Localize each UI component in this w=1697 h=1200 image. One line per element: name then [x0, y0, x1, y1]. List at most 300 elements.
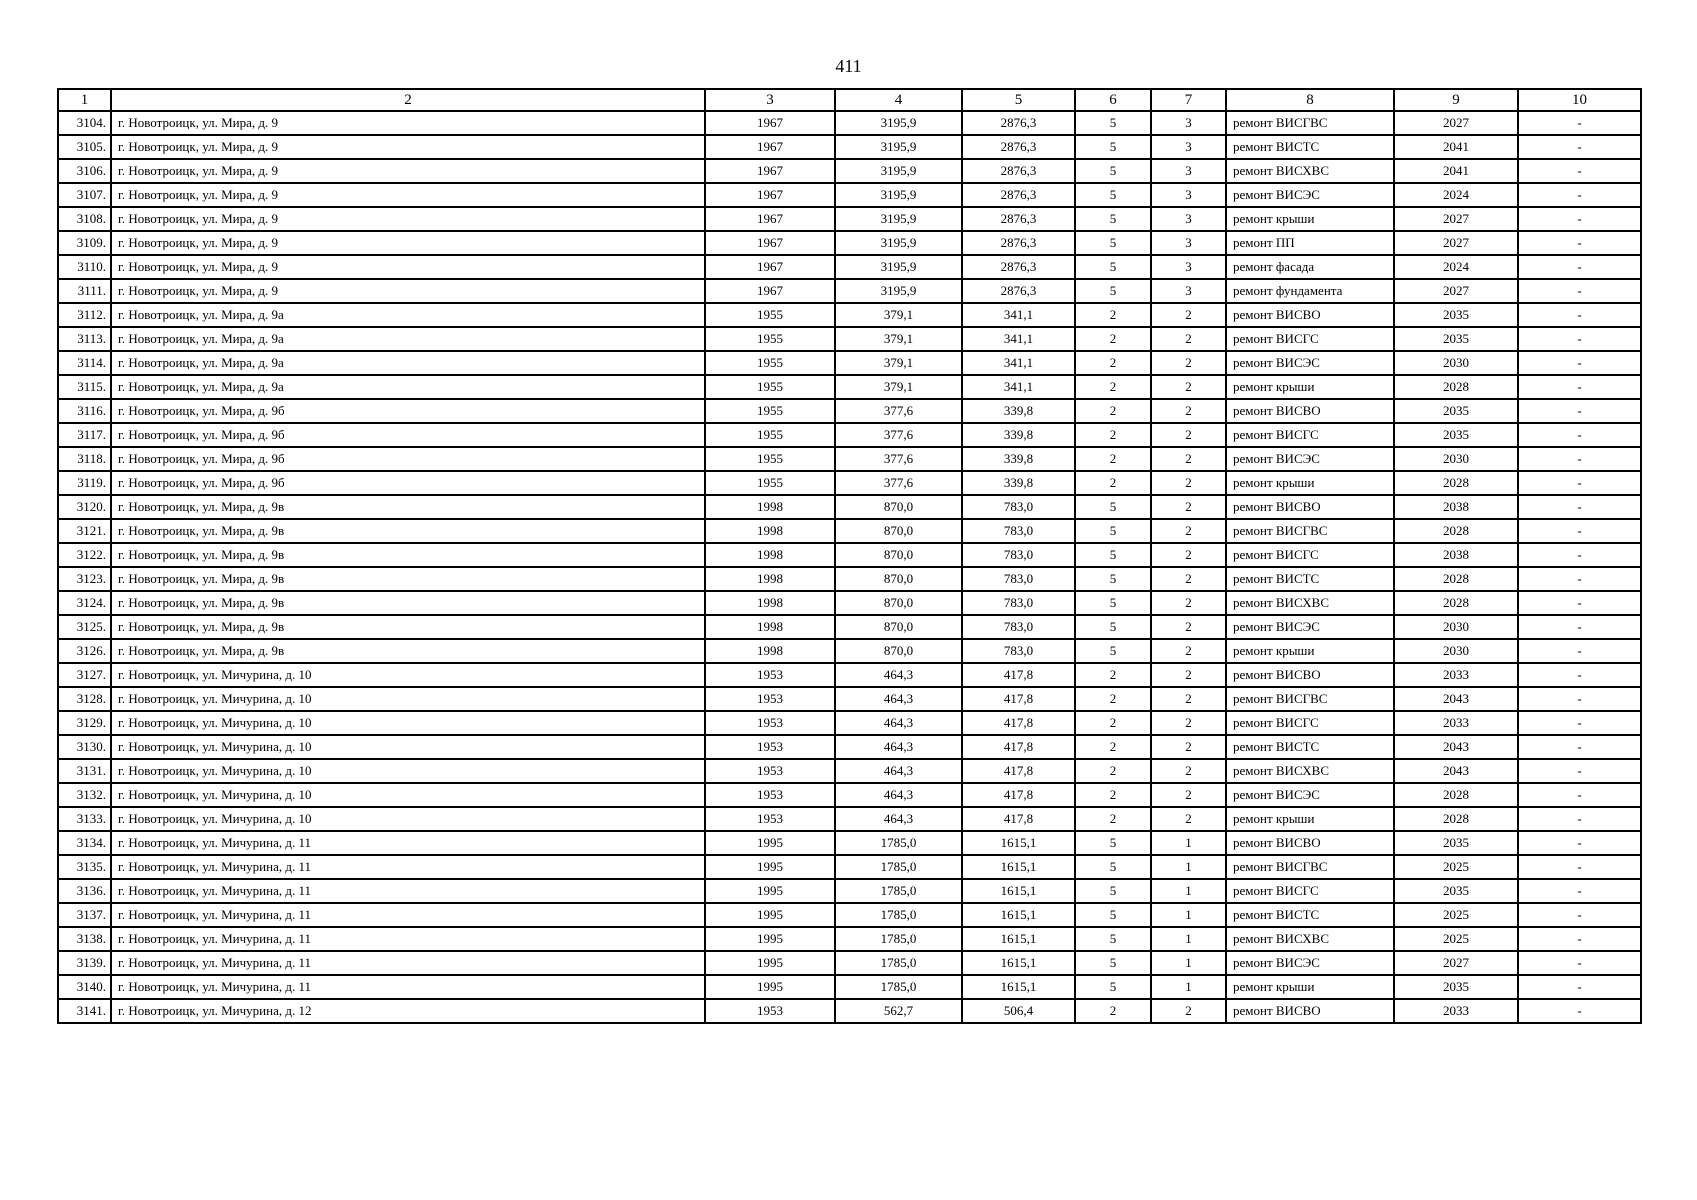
entrances-cell: 2 — [1151, 759, 1226, 783]
living-area-cell: 417,8 — [962, 711, 1075, 735]
floors-cell: 5 — [1075, 543, 1151, 567]
note-cell: - — [1518, 927, 1641, 951]
work-type-cell: ремонт ВИСХВС — [1226, 759, 1394, 783]
address-cell: г. Новотроицк, ул. Мичурина, д. 11 — [111, 831, 705, 855]
table-row — [58, 591, 1641, 615]
row-number-cell: 3108. — [58, 207, 111, 231]
planned-year-cell: 2027 — [1394, 207, 1518, 231]
total-area-cell: 870,0 — [835, 567, 962, 591]
planned-year-cell: 2024 — [1394, 255, 1518, 279]
address-cell: г. Новотроицк, ул. Мира, д. 9а — [111, 327, 705, 351]
build-year-cell: 1998 — [705, 591, 835, 615]
planned-year-cell: 2027 — [1394, 111, 1518, 135]
floors-cell: 5 — [1075, 855, 1151, 879]
note-cell: - — [1518, 687, 1641, 711]
row-number-cell: 3135. — [58, 855, 111, 879]
row-number-cell: 3119. — [58, 471, 111, 495]
planned-year-cell: 2028 — [1394, 471, 1518, 495]
living-area-cell: 783,0 — [962, 543, 1075, 567]
note-cell: - — [1518, 735, 1641, 759]
build-year-cell: 1955 — [705, 423, 835, 447]
address-cell: г. Новотроицк, ул. Мичурина, д. 10 — [111, 759, 705, 783]
planned-year-cell: 2035 — [1394, 399, 1518, 423]
floors-cell: 5 — [1075, 495, 1151, 519]
page-number: 411 — [835, 56, 862, 76]
total-area-cell: 870,0 — [835, 639, 962, 663]
note-cell: - — [1518, 975, 1641, 999]
living-area-cell: 2876,3 — [962, 207, 1075, 231]
floors-cell: 2 — [1075, 303, 1151, 327]
build-year-cell: 1953 — [705, 807, 835, 831]
living-area-cell: 1615,1 — [962, 927, 1075, 951]
note-cell: - — [1518, 951, 1641, 975]
total-area-cell: 1785,0 — [835, 831, 962, 855]
note-cell: - — [1518, 543, 1641, 567]
row-number-cell: 3127. — [58, 663, 111, 687]
planned-year-cell: 2041 — [1394, 135, 1518, 159]
total-area-cell: 3195,9 — [835, 255, 962, 279]
build-year-cell: 1998 — [705, 543, 835, 567]
work-type-cell: ремонт ВИСЭС — [1226, 951, 1394, 975]
note-cell: - — [1518, 783, 1641, 807]
living-area-cell: 506,4 — [962, 999, 1075, 1023]
total-area-cell: 870,0 — [835, 591, 962, 615]
planned-year-cell: 2027 — [1394, 279, 1518, 303]
work-type-cell: ремонт ВИСГС — [1226, 879, 1394, 903]
entrances-cell: 2 — [1151, 687, 1226, 711]
floors-cell: 2 — [1075, 759, 1151, 783]
address-cell: г. Новотроицк, ул. Мичурина, д. 11 — [111, 903, 705, 927]
floors-cell: 5 — [1075, 159, 1151, 183]
entrances-cell: 2 — [1151, 591, 1226, 615]
row-number-cell: 3106. — [58, 159, 111, 183]
living-area-cell: 339,8 — [962, 399, 1075, 423]
total-area-cell: 464,3 — [835, 663, 962, 687]
entrances-cell: 3 — [1151, 111, 1226, 135]
total-area-cell: 1785,0 — [835, 903, 962, 927]
entrances-cell: 2 — [1151, 327, 1226, 351]
address-cell: г. Новотроицк, ул. Мира, д. 9в — [111, 567, 705, 591]
work-type-cell: ремонт ВИСГВС — [1226, 111, 1394, 135]
row-number-cell: 3104. — [58, 111, 111, 135]
planned-year-cell: 2035 — [1394, 879, 1518, 903]
row-number-cell: 3130. — [58, 735, 111, 759]
column-header: 10 — [1518, 89, 1641, 111]
build-year-cell: 1967 — [705, 207, 835, 231]
entrances-cell: 1 — [1151, 831, 1226, 855]
living-area-cell: 417,8 — [962, 807, 1075, 831]
entrances-cell: 3 — [1151, 135, 1226, 159]
total-area-cell: 1785,0 — [835, 927, 962, 951]
note-cell: - — [1518, 351, 1641, 375]
build-year-cell: 1953 — [705, 687, 835, 711]
note-cell: - — [1518, 999, 1641, 1023]
planned-year-cell: 2041 — [1394, 159, 1518, 183]
floors-cell: 5 — [1075, 591, 1151, 615]
row-number-cell: 3139. — [58, 951, 111, 975]
entrances-cell: 2 — [1151, 663, 1226, 687]
floors-cell: 2 — [1075, 999, 1151, 1023]
address-cell: г. Новотроицк, ул. Мира, д. 9в — [111, 639, 705, 663]
column-number-row — [58, 89, 1641, 111]
row-number-cell: 3120. — [58, 495, 111, 519]
build-year-cell: 1955 — [705, 303, 835, 327]
floors-cell: 5 — [1075, 951, 1151, 975]
address-cell: г. Новотроицк, ул. Мичурина, д. 11 — [111, 879, 705, 903]
table-row — [58, 399, 1641, 423]
build-year-cell: 1953 — [705, 759, 835, 783]
total-area-cell: 870,0 — [835, 615, 962, 639]
address-cell: г. Новотроицк, ул. Мира, д. 9 — [111, 279, 705, 303]
build-year-cell: 1953 — [705, 999, 835, 1023]
living-area-cell: 2876,3 — [962, 231, 1075, 255]
total-area-cell: 1785,0 — [835, 951, 962, 975]
build-year-cell: 1998 — [705, 567, 835, 591]
total-area-cell: 464,3 — [835, 735, 962, 759]
work-type-cell: ремонт крыши — [1226, 375, 1394, 399]
row-number-cell: 3113. — [58, 327, 111, 351]
table-row — [58, 879, 1641, 903]
table-row — [58, 543, 1641, 567]
note-cell: - — [1518, 375, 1641, 399]
total-area-cell: 1785,0 — [835, 879, 962, 903]
entrances-cell: 1 — [1151, 879, 1226, 903]
living-area-cell: 417,8 — [962, 663, 1075, 687]
entrances-cell: 3 — [1151, 231, 1226, 255]
planned-year-cell: 2038 — [1394, 543, 1518, 567]
table-row — [58, 447, 1641, 471]
floors-cell: 2 — [1075, 327, 1151, 351]
note-cell: - — [1518, 663, 1641, 687]
note-cell: - — [1518, 519, 1641, 543]
address-cell: г. Новотроицк, ул. Мичурина, д. 11 — [111, 855, 705, 879]
floors-cell: 2 — [1075, 471, 1151, 495]
floors-cell: 5 — [1075, 279, 1151, 303]
work-type-cell: ремонт крыши — [1226, 807, 1394, 831]
entrances-cell: 2 — [1151, 999, 1226, 1023]
table-row — [58, 639, 1641, 663]
column-header: 1 — [58, 89, 111, 111]
column-header: 5 — [962, 89, 1075, 111]
table-row — [58, 351, 1641, 375]
entrances-cell: 2 — [1151, 807, 1226, 831]
floors-cell: 2 — [1075, 711, 1151, 735]
row-number-cell: 3129. — [58, 711, 111, 735]
planned-year-cell: 2035 — [1394, 303, 1518, 327]
entrances-cell: 2 — [1151, 351, 1226, 375]
total-area-cell: 3195,9 — [835, 207, 962, 231]
address-cell: г. Новотроицк, ул. Мичурина, д. 10 — [111, 663, 705, 687]
entrances-cell: 2 — [1151, 615, 1226, 639]
table-row — [58, 615, 1641, 639]
floors-cell: 2 — [1075, 351, 1151, 375]
row-number-cell: 3118. — [58, 447, 111, 471]
planned-year-cell: 2024 — [1394, 183, 1518, 207]
table-row — [58, 951, 1641, 975]
total-area-cell: 870,0 — [835, 495, 962, 519]
row-number-cell: 3117. — [58, 423, 111, 447]
address-cell: г. Новотроицк, ул. Мира, д. 9в — [111, 519, 705, 543]
row-number-cell: 3141. — [58, 999, 111, 1023]
address-cell: г. Новотроицк, ул. Мира, д. 9в — [111, 543, 705, 567]
address-cell: г. Новотроицк, ул. Мира, д. 9б — [111, 423, 705, 447]
work-type-cell: ремонт ВИСВО — [1226, 303, 1394, 327]
floors-cell: 2 — [1075, 663, 1151, 687]
table-row — [58, 567, 1641, 591]
note-cell: - — [1518, 279, 1641, 303]
total-area-cell: 377,6 — [835, 471, 962, 495]
row-number-cell: 3115. — [58, 375, 111, 399]
living-area-cell: 1615,1 — [962, 903, 1075, 927]
row-number-cell: 3137. — [58, 903, 111, 927]
note-cell: - — [1518, 639, 1641, 663]
work-type-cell: ремонт ВИСВО — [1226, 399, 1394, 423]
row-number-cell: 3140. — [58, 975, 111, 999]
living-area-cell: 2876,3 — [962, 255, 1075, 279]
address-cell: г. Новотроицк, ул. Мира, д. 9в — [111, 591, 705, 615]
entrances-cell: 2 — [1151, 735, 1226, 759]
entrances-cell: 2 — [1151, 399, 1226, 423]
note-cell: - — [1518, 423, 1641, 447]
work-type-cell: ремонт ВИСВО — [1226, 495, 1394, 519]
work-type-cell: ремонт ВИСЭС — [1226, 183, 1394, 207]
table-row — [58, 687, 1641, 711]
address-cell: г. Новотроицк, ул. Мира, д. 9 — [111, 207, 705, 231]
floors-cell: 2 — [1075, 447, 1151, 471]
address-cell: г. Новотроицк, ул. Мира, д. 9а — [111, 351, 705, 375]
floors-cell: 5 — [1075, 231, 1151, 255]
build-year-cell: 1967 — [705, 231, 835, 255]
address-cell: г. Новотроицк, ул. Мичурина, д. 10 — [111, 807, 705, 831]
total-area-cell: 3195,9 — [835, 231, 962, 255]
build-year-cell: 1953 — [705, 735, 835, 759]
build-year-cell: 1955 — [705, 375, 835, 399]
work-type-cell: ремонт ВИСХВС — [1226, 927, 1394, 951]
row-number-cell: 3134. — [58, 831, 111, 855]
total-area-cell: 870,0 — [835, 519, 962, 543]
floors-cell: 5 — [1075, 255, 1151, 279]
build-year-cell: 1998 — [705, 639, 835, 663]
note-cell: - — [1518, 831, 1641, 855]
table-row — [58, 303, 1641, 327]
living-area-cell: 341,1 — [962, 351, 1075, 375]
note-cell: - — [1518, 231, 1641, 255]
planned-year-cell: 2030 — [1394, 639, 1518, 663]
address-cell: г. Новотроицк, ул. Мира, д. 9 — [111, 159, 705, 183]
build-year-cell: 1998 — [705, 495, 835, 519]
table-body — [58, 111, 1641, 1023]
row-number-cell: 3109. — [58, 231, 111, 255]
planned-year-cell: 2028 — [1394, 591, 1518, 615]
build-year-cell: 1953 — [705, 783, 835, 807]
build-year-cell: 1967 — [705, 135, 835, 159]
work-type-cell: ремонт ВИСГВС — [1226, 855, 1394, 879]
note-cell: - — [1518, 111, 1641, 135]
build-year-cell: 1955 — [705, 447, 835, 471]
total-area-cell: 1785,0 — [835, 975, 962, 999]
build-year-cell: 1955 — [705, 399, 835, 423]
floors-cell: 5 — [1075, 639, 1151, 663]
note-cell: - — [1518, 327, 1641, 351]
living-area-cell: 417,8 — [962, 735, 1075, 759]
address-cell: г. Новотроицк, ул. Мичурина, д. 12 — [111, 999, 705, 1023]
row-number-cell: 3123. — [58, 567, 111, 591]
entrances-cell: 2 — [1151, 639, 1226, 663]
work-type-cell: ремонт ПП — [1226, 231, 1394, 255]
note-cell: - — [1518, 255, 1641, 279]
address-cell: г. Новотроицк, ул. Мира, д. 9 — [111, 135, 705, 159]
address-cell: г. Новотроицк, ул. Мичурина, д. 10 — [111, 735, 705, 759]
work-type-cell: ремонт ВИСГС — [1226, 543, 1394, 567]
row-number-cell: 3111. — [58, 279, 111, 303]
build-year-cell: 1995 — [705, 855, 835, 879]
living-area-cell: 2876,3 — [962, 135, 1075, 159]
note-cell: - — [1518, 807, 1641, 831]
note-cell: - — [1518, 159, 1641, 183]
address-cell: г. Новотроицк, ул. Мира, д. 9б — [111, 471, 705, 495]
table-row — [58, 423, 1641, 447]
table-row — [58, 663, 1641, 687]
floors-cell: 5 — [1075, 183, 1151, 207]
entrances-cell: 1 — [1151, 903, 1226, 927]
row-number-cell: 3105. — [58, 135, 111, 159]
row-number-cell: 3132. — [58, 783, 111, 807]
living-area-cell: 2876,3 — [962, 159, 1075, 183]
row-number-cell: 3122. — [58, 543, 111, 567]
total-area-cell: 464,3 — [835, 783, 962, 807]
floors-cell: 5 — [1075, 135, 1151, 159]
living-area-cell: 2876,3 — [962, 111, 1075, 135]
entrances-cell: 1 — [1151, 975, 1226, 999]
work-type-cell: ремонт крыши — [1226, 639, 1394, 663]
row-number-cell: 3114. — [58, 351, 111, 375]
planned-year-cell: 2033 — [1394, 999, 1518, 1023]
address-cell: г. Новотроицк, ул. Мичурина, д. 11 — [111, 927, 705, 951]
address-cell: г. Новотроицк, ул. Мира, д. 9б — [111, 447, 705, 471]
row-number-cell: 3107. — [58, 183, 111, 207]
floors-cell: 5 — [1075, 111, 1151, 135]
entrances-cell: 1 — [1151, 927, 1226, 951]
planned-year-cell: 2030 — [1394, 447, 1518, 471]
row-number-cell: 3125. — [58, 615, 111, 639]
table-row — [58, 183, 1641, 207]
total-area-cell: 3195,9 — [835, 111, 962, 135]
repair-schedule-table — [57, 88, 1642, 1024]
note-cell: - — [1518, 903, 1641, 927]
row-number-cell: 3121. — [58, 519, 111, 543]
table-row — [58, 159, 1641, 183]
column-header: 4 — [835, 89, 962, 111]
build-year-cell: 1995 — [705, 975, 835, 999]
build-year-cell: 1995 — [705, 951, 835, 975]
living-area-cell: 417,8 — [962, 759, 1075, 783]
floors-cell: 2 — [1075, 423, 1151, 447]
address-cell: г. Новотроицк, ул. Мира, д. 9 — [111, 111, 705, 135]
total-area-cell: 377,6 — [835, 399, 962, 423]
table-row — [58, 135, 1641, 159]
living-area-cell: 341,1 — [962, 303, 1075, 327]
total-area-cell: 562,7 — [835, 999, 962, 1023]
row-number-cell: 3131. — [58, 759, 111, 783]
total-area-cell: 1785,0 — [835, 855, 962, 879]
address-cell: г. Новотроицк, ул. Мичурина, д. 10 — [111, 783, 705, 807]
build-year-cell: 1967 — [705, 159, 835, 183]
build-year-cell: 1967 — [705, 183, 835, 207]
note-cell: - — [1518, 447, 1641, 471]
table-row — [58, 807, 1641, 831]
column-header: 2 — [111, 89, 705, 111]
table-row — [58, 735, 1641, 759]
total-area-cell: 464,3 — [835, 711, 962, 735]
table-row — [58, 111, 1641, 135]
planned-year-cell: 2028 — [1394, 567, 1518, 591]
work-type-cell: ремонт ВИСГВС — [1226, 687, 1394, 711]
floors-cell: 2 — [1075, 375, 1151, 399]
table-row — [58, 231, 1641, 255]
living-area-cell: 783,0 — [962, 615, 1075, 639]
column-header: 7 — [1151, 89, 1226, 111]
living-area-cell: 417,8 — [962, 783, 1075, 807]
total-area-cell: 377,6 — [835, 447, 962, 471]
living-area-cell: 1615,1 — [962, 831, 1075, 855]
note-cell: - — [1518, 711, 1641, 735]
table-row — [58, 279, 1641, 303]
build-year-cell: 1998 — [705, 519, 835, 543]
planned-year-cell: 2025 — [1394, 903, 1518, 927]
table-row — [58, 711, 1641, 735]
address-cell: г. Новотроицк, ул. Мира, д. 9 — [111, 231, 705, 255]
floors-cell: 5 — [1075, 903, 1151, 927]
planned-year-cell: 2035 — [1394, 423, 1518, 447]
total-area-cell: 464,3 — [835, 807, 962, 831]
floors-cell: 5 — [1075, 927, 1151, 951]
note-cell: - — [1518, 135, 1641, 159]
work-type-cell: ремонт ВИСГС — [1226, 327, 1394, 351]
total-area-cell: 3195,9 — [835, 183, 962, 207]
planned-year-cell: 2035 — [1394, 831, 1518, 855]
entrances-cell: 3 — [1151, 207, 1226, 231]
work-type-cell: ремонт ВИСГС — [1226, 423, 1394, 447]
living-area-cell: 341,1 — [962, 375, 1075, 399]
work-type-cell: ремонт ВИСВО — [1226, 663, 1394, 687]
build-year-cell: 1953 — [705, 663, 835, 687]
floors-cell: 5 — [1075, 831, 1151, 855]
living-area-cell: 1615,1 — [962, 879, 1075, 903]
work-type-cell: ремонт ВИСЭС — [1226, 615, 1394, 639]
work-type-cell: ремонт крыши — [1226, 975, 1394, 999]
total-area-cell: 870,0 — [835, 543, 962, 567]
build-year-cell: 1955 — [705, 351, 835, 375]
living-area-cell: 417,8 — [962, 687, 1075, 711]
row-number-cell: 3133. — [58, 807, 111, 831]
address-cell: г. Новотроицк, ул. Мира, д. 9в — [111, 615, 705, 639]
total-area-cell: 379,1 — [835, 303, 962, 327]
living-area-cell: 1615,1 — [962, 975, 1075, 999]
entrances-cell: 2 — [1151, 495, 1226, 519]
living-area-cell: 783,0 — [962, 567, 1075, 591]
note-cell: - — [1518, 759, 1641, 783]
note-cell: - — [1518, 183, 1641, 207]
work-type-cell: ремонт фундамента — [1226, 279, 1394, 303]
entrances-cell: 2 — [1151, 375, 1226, 399]
entrances-cell: 2 — [1151, 567, 1226, 591]
entrances-cell: 3 — [1151, 279, 1226, 303]
living-area-cell: 783,0 — [962, 639, 1075, 663]
entrances-cell: 3 — [1151, 255, 1226, 279]
work-type-cell: ремонт ВИСВО — [1226, 999, 1394, 1023]
planned-year-cell: 2028 — [1394, 807, 1518, 831]
planned-year-cell: 2043 — [1394, 687, 1518, 711]
